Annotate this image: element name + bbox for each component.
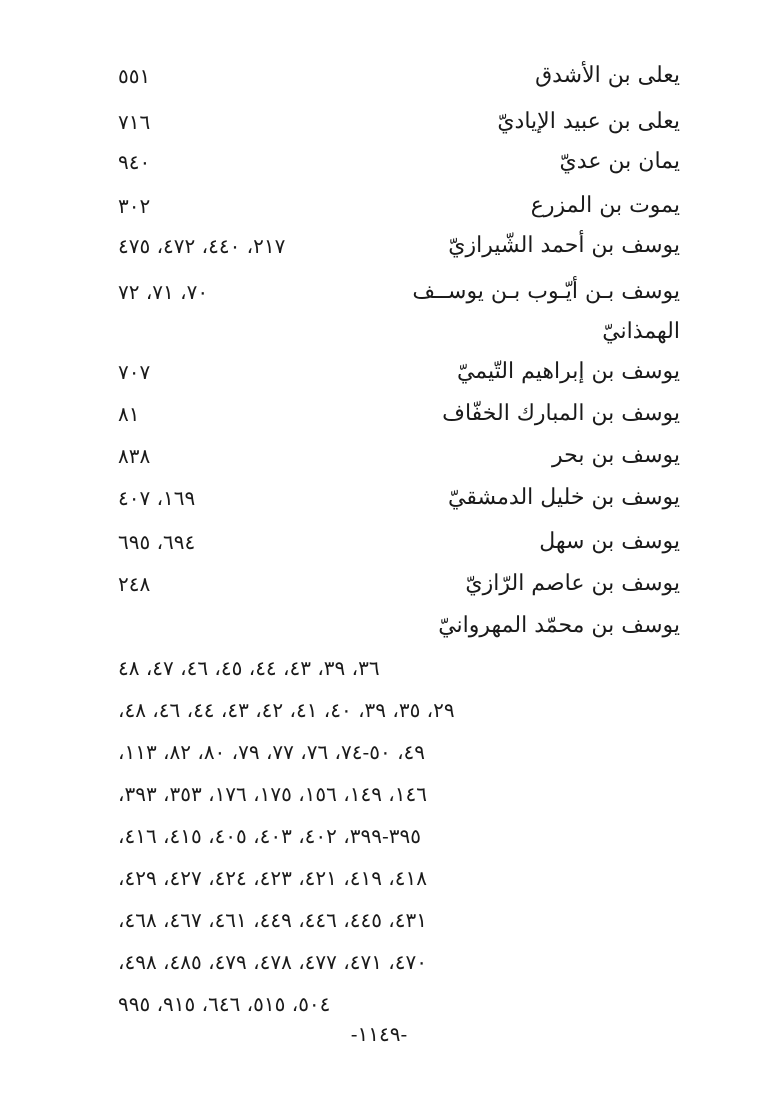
entry-pages: ٩٤٠ [118, 150, 151, 174]
entry-name: يوسف بن المبارك الخفّاف [442, 401, 680, 426]
entry-name-continuation: الهمذانيّ [602, 319, 680, 344]
page-ref-line: ٥٠٤، ٥١٥، ٦٤٦، ٩١٥، ٩٩٥ [118, 992, 331, 1016]
page-number: -١١٤٩- [350, 1022, 408, 1046]
index-entry [0, 436, 758, 476]
index-entry [0, 186, 758, 226]
index-entry [0, 102, 758, 142]
page-ref-line: ٣٩٥-٣٩٩، ٤٠٢، ٤٠٣، ٤٠٥، ٤١٥، ٤١٦، [118, 824, 421, 848]
page-ref-line: ٤٣١، ٤٤٥، ٤٤٦، ٤٤٩، ٤٦١، ٤٦٧، ٤٦٨، [118, 908, 427, 932]
entry-name: يوسف بن عاصم الرّازيّ [465, 571, 680, 596]
entry-name: يوسف بن أحمد الشّيرازيّ [448, 233, 680, 258]
index-entry [0, 272, 758, 352]
entry-pages: ٢٤٨ [118, 572, 151, 596]
index-entry [0, 478, 758, 518]
entry-pages: ٧٠٧ [118, 360, 151, 384]
entry-pages: ١٦٩، ٤٠٧ [118, 486, 196, 510]
page-ref-line: ٤٩، ٥٠-٧٤، ٧٦، ٧٧، ٧٩، ٨٠، ٨٢، ١١٣، [118, 740, 426, 764]
entry-name: يعلى بن عبيد الإياديّ [497, 109, 680, 134]
entry-name: يوسف بـن أيّـوب بـن يوســف [412, 279, 680, 304]
entry-pages: ٢١٧، ٤٤٠، ٤٧٢، ٤٧٥ [118, 234, 286, 258]
index-entry [0, 564, 758, 604]
entry-pages: ٣٠٢ [118, 194, 151, 218]
entry-name: يعلى بن الأشدق [535, 63, 680, 88]
index-entry [0, 142, 758, 182]
page-ref-line: ٣٦، ٣٩، ٤٣، ٤٤، ٤٥، ٤٦، ٤٧، ٤٨ [118, 656, 380, 680]
entry-pages: ٨١ [118, 402, 140, 426]
page-ref-line: ٢٩، ٣٥، ٣٩، ٤٠، ٤١، ٤٢، ٤٣، ٤٤، ٤٦، ٤٨، [118, 698, 455, 722]
index-entry [0, 56, 758, 96]
entry-name: يوسف بن إبراهيم التّيميّ [456, 359, 680, 384]
entry-pages: ٥٥١ [118, 64, 151, 88]
index-entry [0, 522, 758, 562]
entry-name: يوسف بن خليل الدمشقيّ [448, 485, 680, 510]
entry-pages: ٧١٦ [118, 110, 151, 134]
entry-name: يموت بن المزرع [530, 193, 680, 218]
index-entry [0, 226, 758, 266]
index-entry [0, 606, 758, 646]
index-entry [0, 394, 758, 434]
entry-name: يمان بن عديّ [559, 149, 680, 174]
page-ref-line: ١٤٦، ١٤٩، ١٥٦، ١٧٥، ١٧٦، ٣٥٣، ٣٩٣، [118, 782, 427, 806]
entry-pages: ٧٠، ٧١، ٧٢ [118, 280, 209, 304]
entry-name: يوسف بن محمّد المهروانيّ [438, 613, 680, 638]
page-ref-line: ٤١٨، ٤١٩، ٤٢١، ٤٢٣، ٤٢٤، ٤٢٧، ٤٢٩، [118, 866, 427, 890]
index-entry [0, 352, 758, 392]
entry-pages: ٦٩٤، ٦٩٥ [118, 530, 196, 554]
page-ref-line: ٤٧٠، ٤٧١، ٤٧٧، ٤٧٨، ٤٧٩، ٤٨٥، ٤٩٨، [118, 950, 427, 974]
entry-name: يوسف بن بحر [551, 443, 680, 468]
entry-name: يوسف بن سهل [539, 529, 680, 554]
entry-pages: ٨٣٨ [118, 444, 151, 468]
